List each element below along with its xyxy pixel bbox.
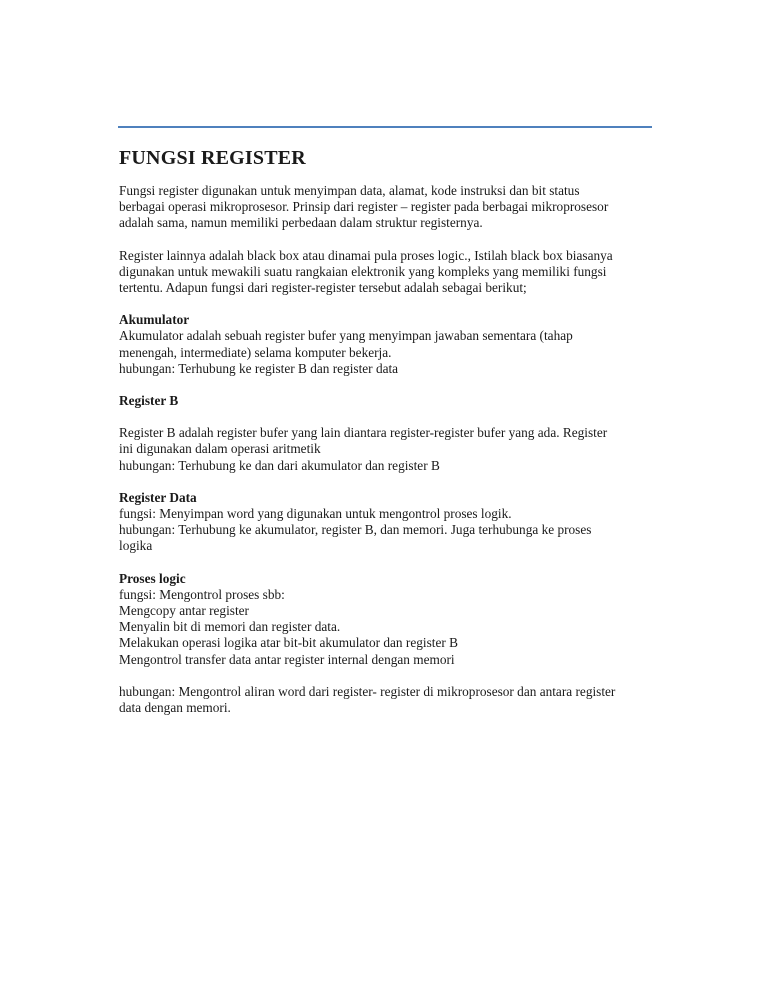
document-body <box>119 145 659 716</box>
section-line: ini digunakan dalam operasi aritmetik <box>119 441 321 457</box>
closing-line: data dengan memori. <box>119 700 231 716</box>
section-line: fungsi: Menyimpan word yang digunakan untuk mengontrol proses logik. <box>119 506 512 522</box>
section-line: hubungan: Terhubung ke register B dan register data <box>119 360 399 376</box>
section-heading: Register B <box>119 393 179 409</box>
section-line: menengah, intermediate) selama komputer bekerja. <box>119 344 392 360</box>
paragraph-line: digunakan untuk mewakili suatu rangkaian elektronik yang kompleks yang memiliki fungsi <box>119 263 607 279</box>
section-line: Mengcopy antar register <box>119 603 249 619</box>
section-heading: Register Data <box>119 489 197 505</box>
section-line: Akumulator adalah sebuah register bufer yang menyimpan jawaban sementara (tahap <box>119 328 573 344</box>
paragraph-line: Register lainnya adalah black box atau dinamai pula proses logic., Istilah black box biasanya <box>119 247 613 263</box>
section-heading: Proses logic <box>119 570 186 586</box>
page-title: FUNGSI REGISTER <box>119 147 306 169</box>
black-box-paragraph <box>119 248 659 297</box>
section-line: Register B adalah register bufer yang lain diantara register-register bufer yang ada. Register <box>119 425 608 441</box>
intro-paragraph <box>119 183 659 232</box>
section-line: fungsi: Mengontrol proses sbb: <box>119 586 285 602</box>
intro-line: berbagai operasi mikroprosesor. Prinsip dari register – register pada berbagai mikroprosesor <box>119 199 609 215</box>
closing-line: hubungan: Mengontrol aliran word dari register- register di mikroprosesor dan antara register <box>119 683 616 699</box>
section-line: hubungan: Terhubung ke akumulator, register B, dan memori. Juga terhubunga ke proses <box>119 522 592 538</box>
section-line: Mengontrol transfer data antar register internal dengan memori <box>119 651 455 667</box>
intro-line: adalah sama, namun memiliki perbedaan dalam struktur registernya. <box>119 215 483 231</box>
section-line: hubungan: Terhubung ke dan dari akumulator dan register B <box>119 457 440 473</box>
header-rule <box>118 126 652 128</box>
section-line: Melakukan operasi logika atar bit-bit akumulator dan register B <box>119 635 458 651</box>
section-line: Menyalin bit di memori dan register data. <box>119 619 341 635</box>
section-akumulator <box>119 312 659 377</box>
section-line: logika <box>119 538 153 554</box>
intro-line: Fungsi register digunakan untuk menyimpan data, alamat, kode instruksi dan bit status <box>119 183 580 198</box>
section-register-b <box>119 393 659 474</box>
section-proses-logic <box>119 571 659 717</box>
section-register-data <box>119 490 659 555</box>
section-heading: Akumulator <box>119 312 190 328</box>
paragraph-line: tertentu. Adapun fungsi dari register-register tersebut adalah sebagai berikut; <box>119 280 527 296</box>
